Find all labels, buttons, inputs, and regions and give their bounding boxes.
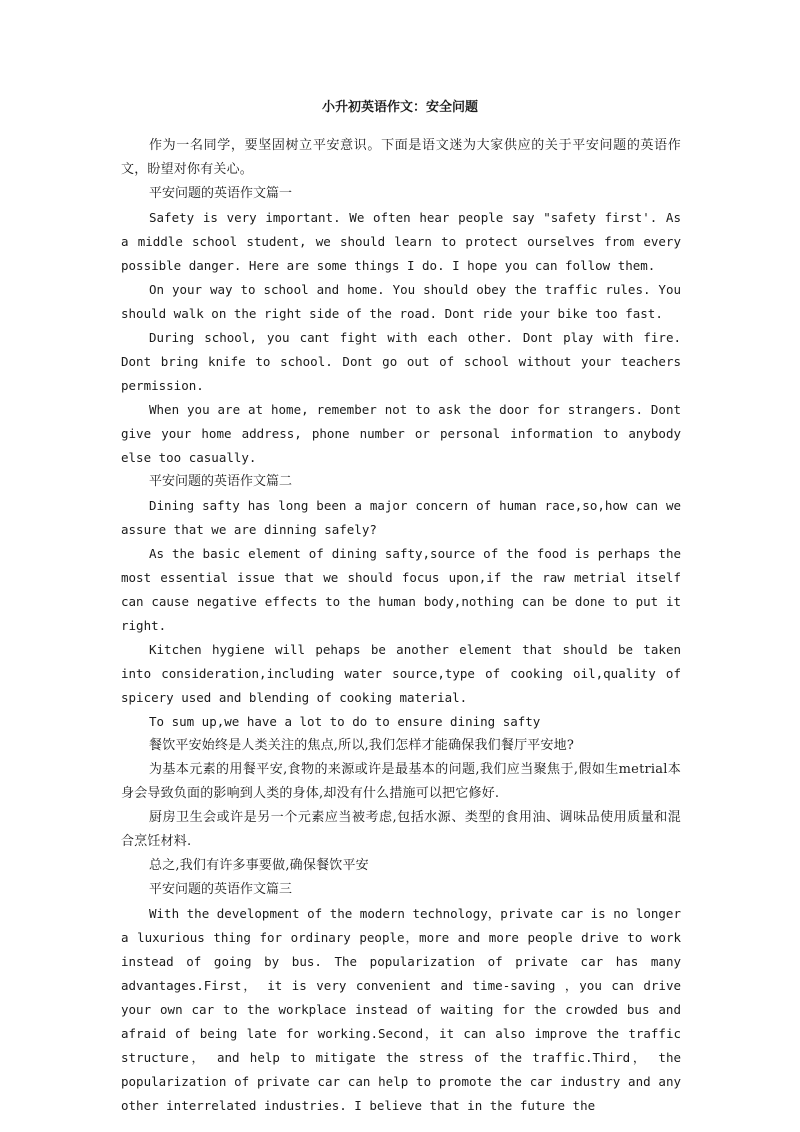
essay1-paragraph-4: When you are at home, remember not to ask the door for strangers. Dont give your home address, phone number or personal information to anybody else too casually. [121, 402, 681, 465]
essay2-translation-2: 为基本元素的用餐平安,食物的来源或许是最基本的问题,我们应当聚焦于,假如生metrial本身会导致负面的影响到人类的身体,却没有什么措施可以把它修好. [121, 762, 681, 801]
intro-paragraph: 作为一名同学，要坚固树立平安意识。下面是语文迷为大家供应的关于平安问题的英语作文，盼望对你有关心。 [121, 138, 681, 177]
essay2-translation-1: 餐饮平安始终是人类关注的焦点,所以,我们怎样才能确保我们餐厅平安地? [149, 738, 575, 753]
essay1-paragraph-3: During school, you cant fight with each other. Dont play with fire. Dont bring knife to school. Dont go out of school without your teachers permission. [121, 330, 681, 393]
essay1-paragraph-1: Safety is very important. We often hear people say "safety first'. As a middle school student, we should learn to protect ourselves from every possible danger. Here are some things I do. I hope you can follow them. [121, 210, 681, 273]
document-title: 小升初英语作文：安全问题 [321, 100, 478, 115]
section-heading-1: 平安问题的英语作文篇一 [149, 186, 293, 201]
essay2-translation-3: 厨房卫生会或许是另一个元素应当被考虑,包括水源、类型的食用油、调味品使用质量和混合烹饪材料. [121, 810, 681, 849]
essay2-paragraph-2: As the basic element of dining safty,source of the food is perhaps the most essential issue that we should focus upon,if the raw metrial itself can cause negative effects to the human body,nothing can be done to put it right. [121, 546, 681, 633]
section-heading-3: 平安问题的英语作文篇三 [149, 882, 293, 897]
essay2-paragraph-3: Kitchen hygiene will pehaps be another element that should be taken into consideration,including water source,type of cooking oil,quality of spicery used and blending of cooking material. [121, 642, 681, 705]
essay2-paragraph-1: Dining safty has long been a major concern of human race,so,how can we assure that we are dinning safely? [121, 498, 681, 537]
essay3-paragraph-1: With the development of the modern technology，private car is no longer a luxurious thing for ordinary people，more and more people drive to work instead of going by bus. The popularization of private car has many advantages.First， it is very convenient and time-saving ，you can drive your own car to the workplace instead of waiting for the crowded bus and afraid of being late for working.Second，it can also improve the traffic structure， and help to mitigate the stress of the traffic.Third， the popularization of private car can help to promote the car industry and any other interrelated industries. I believe that in the future the [121, 906, 681, 1113]
essay2-paragraph-4: To sum up,we have a lot to do to ensure dining safty [149, 714, 541, 729]
essay2-translation-4: 总之,我们有许多事要做,确保餐饮平安 [149, 858, 369, 873]
section-heading-2: 平安问题的英语作文篇二 [149, 474, 293, 489]
document-body [121, 134, 681, 1118]
essay1-paragraph-2: On your way to school and home. You should obey the traffic rules. You should walk on the right side of the road. Dont ride your bike too fast. [121, 282, 681, 321]
